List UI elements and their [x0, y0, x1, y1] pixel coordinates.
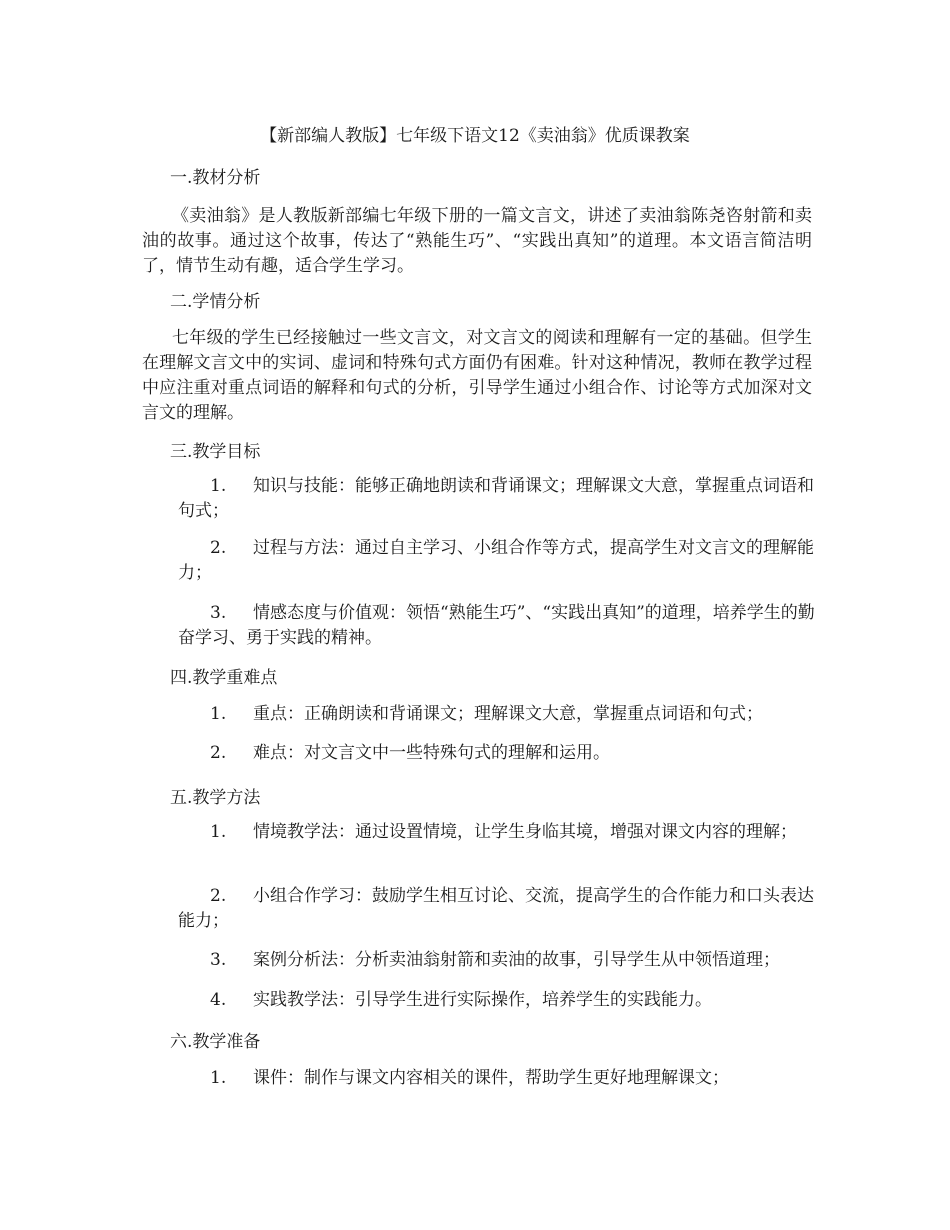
section-paragraph-textbook-analysis: 《卖油翁》是人教版新部编七年级下册的一篇文言文，讲述了卖油翁陈尧咨射箭和卖油的故事。通过这个故事，传达了“熟能生巧”、“实践出真知”的道理。本文语言简洁明了，情节生动有趣，适合学生学习。: [142, 206, 812, 276]
list-item: [178, 601, 818, 651]
list-item-number: 1.: [210, 704, 227, 724]
list-item: [178, 702, 818, 727]
list-item-text: 情境教学法：通过设置情境，让学生身临其境，增强对课文内容的理解；: [253, 822, 797, 842]
list-item-number: 3.: [210, 950, 227, 970]
list-item: [178, 820, 818, 845]
list-item: [178, 536, 818, 586]
list-item: [178, 948, 818, 973]
list-item-number: 1.: [210, 1068, 227, 1088]
section-heading-textbook-analysis: 一.教材分析: [170, 168, 261, 188]
list-item-text: 重点：正确朗读和背诵课文；理解课文大意，掌握重点词语和句式；: [253, 704, 763, 724]
section-heading-teaching-methods: 五.教学方法: [170, 788, 261, 808]
list-item-text: 实践教学法：引导学生进行实际操作，培养学生的实践能力。: [253, 990, 712, 1010]
list-item-text: 过程与方法：通过自主学习、小组合作等方式，提高学生对文言文的理解能力；: [178, 538, 814, 583]
list-item-number: 1.: [210, 822, 227, 842]
list-item-text: 课件：制作与课文内容相关的课件，帮助学生更好地理解课文；: [253, 1068, 729, 1088]
list-item: [178, 988, 818, 1013]
list-item-text: 案例分析法：分析卖油翁射箭和卖油的故事，引导学生从中领悟道理；: [253, 950, 780, 970]
list-item: [178, 1066, 818, 1091]
section-heading-key-difficulties: 四.教学重难点: [170, 668, 278, 688]
list-item: [178, 741, 818, 766]
list-item: [178, 474, 818, 524]
list-item-text: 知识与技能：能够正确地朗读和背诵课文；理解课文大意，掌握重点词语和句式；: [178, 476, 814, 521]
section-heading-teaching-preparation: 六.教学准备: [170, 1032, 261, 1052]
section-heading-student-analysis: 二.学情分析: [170, 292, 261, 312]
section-paragraph-student-analysis: 七年级的学生已经接触过一些文言文，对文言文的阅读和理解有一定的基础。但学生在理解文言文中的实词、虚词和特殊句式方面仍有困难。针对这种情况，教师在教学过程中应注重对重点词语的解释和句式的分析，引导学生通过小组合作、讨论等方式加深对文言文的理解。: [142, 328, 812, 423]
list-item-number: 2.: [210, 538, 227, 558]
list-item-number: 1.: [210, 476, 227, 496]
list-item-text: 难点：对文言文中一些特殊句式的理解和运用。: [253, 743, 610, 763]
list-item-text: 小组合作学习：鼓励学生相互讨论、交流，提高学生的合作能力和口头表达能力；: [178, 886, 814, 931]
list-item-number: 3.: [210, 603, 227, 623]
list-item-text: 情感态度与价值观：领悟“熟能生巧”、“实践出真知”的道理，培养学生的勤奋学习、勇于实践的精神。: [178, 603, 815, 648]
section-heading-teaching-goals: 三.教学目标: [170, 442, 261, 462]
document-title: 【新部编人教版】七年级下语文12《卖油翁》优质课教案: [260, 126, 690, 146]
list-item-number: 4.: [210, 990, 227, 1010]
list-item-number: 2.: [210, 886, 227, 906]
list-item: [178, 884, 818, 934]
list-item-number: 2.: [210, 743, 227, 763]
